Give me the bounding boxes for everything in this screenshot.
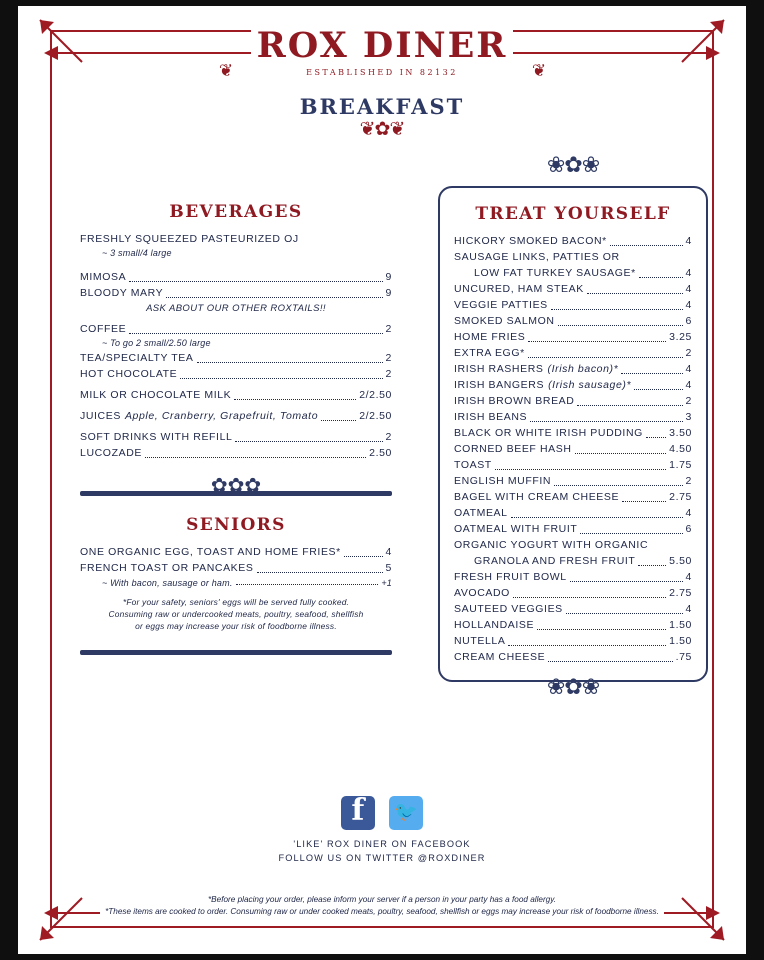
menu-item-price: 4 — [685, 363, 692, 375]
menu-item-name: BLACK OR WHITE IRISH PUDDING — [454, 427, 643, 439]
menu-item-description: (Irish bacon)* — [547, 363, 619, 375]
menu-item — [454, 442, 692, 457]
treat-yourself-heading: TREAT YOURSELF — [475, 204, 671, 224]
menu-item — [80, 232, 392, 247]
leader-dots — [575, 445, 667, 454]
menu-item — [454, 458, 692, 473]
restaurant-header — [18, 25, 746, 81]
menu-item-name: MILK OR CHOCOLATE MILK — [80, 389, 232, 401]
section-title-breakfast: BREAKFAST — [299, 94, 465, 119]
menu-item-price: 2 — [685, 395, 692, 407]
menu-item-name: LUCOZADE — [80, 447, 142, 459]
menu-item-price: 1.50 — [669, 619, 692, 631]
menu-item-name: ENGLISH MUFFIN — [454, 475, 552, 487]
flourish-left-icon: ❦ — [218, 60, 233, 80]
leader-dots — [634, 381, 682, 390]
facebook-icon[interactable] — [341, 796, 375, 830]
menu-item-name: GRANOLA AND FRESH FRUIT — [474, 555, 636, 567]
menu-item-description: (Irish sausage)* — [548, 379, 632, 391]
menu-item — [454, 602, 692, 617]
menu-item-price: 3.50 — [669, 427, 692, 439]
footer-legal — [78, 894, 686, 918]
menu-subnote: ~ 3 small/4 large — [102, 248, 172, 258]
leader-dots — [651, 542, 689, 550]
menu-item-price: 4 — [685, 235, 692, 247]
twitter-icon[interactable] — [389, 796, 423, 830]
seniors-list — [80, 545, 392, 588]
leader-dots — [508, 637, 666, 646]
leader-dots — [623, 254, 689, 262]
footer-legal-line2: *These items are cooked to order. Consuming raw or under cooked meats, poultry, seafood, shellfish or eggs may increase your risk of foodborne illness. — [105, 907, 659, 916]
footer-legal-line1: *Before placing your order, please inform your server if a person in your party has a food allergy. — [208, 895, 556, 904]
menu-item-price: 1.75 — [669, 459, 692, 471]
menu-item-price: 6 — [685, 315, 692, 327]
menu-item — [454, 234, 692, 249]
menu-item-name: TEA/SPECIALTY TEA — [80, 352, 194, 364]
menu-item — [454, 490, 692, 505]
menu-item-price: 3 — [685, 411, 692, 423]
established-text: ESTABLISHED IN 82132 — [306, 68, 458, 77]
seniors-legal-text — [80, 596, 392, 632]
leader-dots — [234, 391, 356, 400]
menu-item — [80, 561, 392, 576]
menu-item-name: MIMOSA — [80, 271, 127, 283]
leader-dots — [610, 237, 683, 246]
menu-item — [80, 430, 392, 445]
menu-item-price: 4 — [685, 267, 692, 279]
leader-dots — [511, 509, 683, 518]
menu-item — [454, 250, 692, 265]
divider-ornament-top: ✿✿✿ — [80, 475, 392, 501]
menu-item-price: 2/2.50 — [359, 410, 392, 422]
menu-item-price: 2 — [385, 352, 392, 364]
leader-dots — [580, 525, 682, 534]
menu-item-price: 2.50 — [369, 447, 392, 459]
menu-item-price: 2 — [385, 368, 392, 380]
leader-dots — [622, 493, 666, 502]
leader-dots — [145, 449, 366, 458]
menu-item — [454, 634, 692, 649]
menu-item — [454, 362, 692, 377]
seniors-heading: SENIORS — [186, 515, 286, 535]
leader-dots — [554, 477, 682, 486]
menu-page — [18, 6, 746, 954]
menu-item — [474, 554, 692, 569]
menu-item-name: FRESHLY SQUEEZED PASTEURIZED OJ — [80, 233, 299, 245]
legal-line: or eggs may increase your risk of foodborne illness. — [135, 621, 337, 631]
leader-dots — [528, 349, 683, 358]
menu-item-price: 1.50 — [669, 635, 692, 647]
menu-item-name: CREAM CHEESE — [454, 651, 546, 663]
leader-dots — [321, 412, 356, 421]
spacer — [80, 261, 392, 270]
treat-yourself-list — [454, 234, 692, 665]
menu-item-name: SAUTEED VEGGIES — [454, 603, 563, 615]
menu-item — [454, 506, 692, 521]
leader-dots — [513, 589, 666, 598]
breakfast-flourish-icon: ❦✿❦ — [359, 119, 405, 140]
menu-item-name: SMOKED SALMON — [454, 315, 555, 327]
menu-item-name: ORGANIC YOGURT WITH ORGANIC — [454, 539, 649, 551]
menu-item-price: 4 — [685, 379, 692, 391]
menu-item — [80, 388, 392, 403]
menu-item-price: 4 — [685, 283, 692, 295]
beverages-list — [80, 232, 392, 461]
menu-item — [454, 346, 692, 361]
menu-item-name: FRESH FRUIT BOWL — [454, 571, 567, 583]
leader-dots — [530, 413, 682, 422]
menu-item-price: 6 — [685, 523, 692, 535]
menu-item-name: BAGEL WITH CREAM CHEESE — [454, 491, 620, 503]
menu-item-price: 2 — [385, 323, 392, 335]
menu-item — [454, 522, 692, 537]
menu-item-name: LOW FAT TURKEY SAUSAGE* — [474, 267, 636, 279]
menu-item — [454, 298, 692, 313]
menu-item-price: 4 — [385, 546, 392, 558]
menu-item-name: HOT CHOCOLATE — [80, 368, 178, 380]
menu-item-name: IRISH BEANS — [454, 411, 528, 423]
menu-item-price: 9 — [385, 287, 392, 299]
menu-item — [80, 351, 392, 366]
leader-dots — [639, 269, 683, 278]
menu-item-name: JUICES — [80, 410, 121, 422]
menu-item-price: 2 — [385, 431, 392, 443]
menu-item — [80, 409, 392, 424]
menu-item — [454, 330, 692, 345]
menu-item-price: 2 — [685, 347, 692, 359]
menu-item-price: 2.75 — [669, 491, 692, 503]
leader-dots — [646, 429, 666, 438]
menu-item — [80, 446, 392, 461]
menu-item-price: 4 — [685, 603, 692, 615]
menu-item-price: 5 — [385, 562, 392, 574]
treat-flourish-top-icon: ❀✿❀ — [546, 152, 600, 177]
menu-item-name: IRISH RASHERS — [454, 363, 544, 375]
social-section — [18, 796, 746, 863]
menu-item-price: 2 — [685, 475, 692, 487]
leader-dots — [495, 461, 666, 470]
menu-item — [80, 322, 392, 337]
leader-dots — [166, 289, 382, 298]
leader-dots — [548, 653, 672, 662]
menu-item-name: HOME FRIES — [454, 331, 526, 343]
legal-line: *For your safety, seniors' eggs will be served fully cooked. — [122, 597, 350, 607]
leader-dots — [638, 557, 666, 566]
leader-dots — [528, 333, 666, 342]
leader-dots — [570, 573, 683, 582]
menu-item-price: 2.75 — [669, 587, 692, 599]
menu-item — [454, 426, 692, 441]
menu-item-name: IRISH BROWN BREAD — [454, 395, 575, 407]
menu-item-name: OATMEAL WITH FRUIT — [454, 523, 578, 535]
leader-dots — [566, 605, 683, 614]
menu-item — [80, 545, 392, 560]
treat-yourself-panel — [438, 186, 708, 682]
menu-item-name: NUTELLA — [454, 635, 506, 647]
leader-dots — [551, 301, 683, 310]
leader-dots — [180, 370, 382, 379]
beverages-heading: BEVERAGES — [169, 202, 303, 222]
menu-subnote: ~ With bacon, sausage or ham. +1 — [102, 578, 392, 588]
menu-item-description: Apple, Cranberry, Grapefruit, Tomato — [124, 410, 319, 422]
menu-item — [454, 474, 692, 489]
menu-item — [80, 367, 392, 382]
menu-item-name: BLOODY MARY — [80, 287, 164, 299]
menu-note: ASK ABOUT OUR OTHER ROXTAILS!! — [146, 303, 326, 314]
menu-item-price: 4.50 — [669, 443, 692, 455]
leader-dots — [344, 548, 383, 557]
menu-item — [454, 650, 692, 665]
leader-dots — [537, 621, 666, 630]
menu-item-price: 5.50 — [669, 555, 692, 567]
menu-item — [454, 538, 692, 553]
menu-item — [80, 286, 392, 301]
leader-dots — [235, 433, 382, 442]
menu-item-name: SAUSAGE LINKS, PATTIES OR — [454, 251, 620, 263]
leader-dots — [197, 354, 383, 363]
menu-item — [454, 378, 692, 393]
menu-item — [474, 266, 692, 281]
twitter-text: FOLLOW US ON TWITTER @ROXDINER — [278, 853, 486, 863]
leader-dots — [129, 325, 382, 334]
menu-item-name: UNCURED, HAM STEAK — [454, 283, 584, 295]
page-title: ROX DINER — [256, 25, 508, 66]
divider-ornament-bottom — [80, 646, 392, 672]
treat-flourish-bottom-icon: ❀✿❀ — [546, 674, 600, 699]
menu-item-name: FRENCH TOAST OR PANCAKES — [80, 562, 254, 574]
menu-item-price: 4 — [685, 571, 692, 583]
menu-item-name: TOAST — [454, 459, 492, 471]
leader-dots — [302, 236, 389, 244]
menu-item-price: 4 — [685, 507, 692, 519]
menu-item-name: AVOCADO — [454, 587, 510, 599]
flourish-right-icon: ❦ — [531, 60, 546, 80]
menu-item — [454, 586, 692, 601]
leader-dots — [257, 564, 383, 573]
menu-item-price: .75 — [675, 651, 692, 663]
leader-dots — [587, 285, 683, 294]
menu-item-price: 4 — [685, 299, 692, 311]
menu-item-name: VEGGIE PATTIES — [454, 299, 548, 311]
leader-dots — [621, 365, 682, 374]
menu-item — [454, 394, 692, 409]
leader-dots — [577, 397, 682, 406]
menu-item-name: EXTRA EGG* — [454, 347, 525, 359]
menu-subnote: ~ To go 2 small/2.50 large — [102, 338, 211, 348]
menu-item — [454, 314, 692, 329]
menu-item-name: OATMEAL — [454, 507, 508, 519]
menu-item — [454, 410, 692, 425]
facebook-text: 'LIKE' ROX DINER ON FACEBOOK — [293, 839, 471, 849]
menu-item — [80, 270, 392, 285]
menu-item-name: SOFT DRINKS WITH REFILL — [80, 431, 233, 443]
leader-dots — [558, 317, 683, 326]
menu-item-name: ONE ORGANIC EGG, TOAST AND HOME FRIES* — [80, 546, 341, 558]
menu-item-price: 9 — [385, 271, 392, 283]
menu-item-price: 3.25 — [669, 331, 692, 343]
left-column — [80, 202, 392, 676]
menu-item-name: CORNED BEEF HASH — [454, 443, 572, 455]
menu-item-name: COFFEE — [80, 323, 127, 335]
menu-item — [454, 618, 692, 633]
legal-line: Consuming raw or undercooked meats, poultry, seafood, shellfish — [108, 609, 364, 619]
menu-item-price: 2/2.50 — [359, 389, 392, 401]
menu-item-name: HICKORY SMOKED BACON* — [454, 235, 607, 247]
menu-item-name: HOLLANDAISE — [454, 619, 535, 631]
menu-item — [454, 282, 692, 297]
leader-dots — [129, 273, 382, 282]
menu-item-name: IRISH BANGERS — [454, 379, 545, 391]
menu-item — [454, 570, 692, 585]
